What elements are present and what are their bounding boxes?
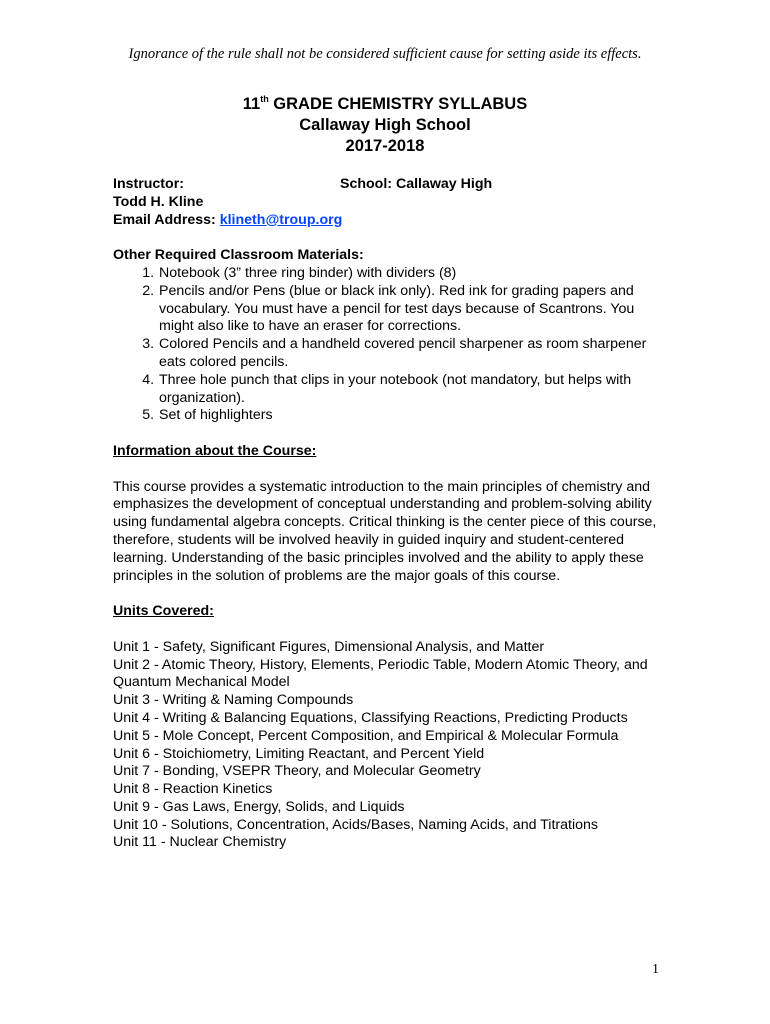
instructor-name: Todd H. Kline (113, 193, 204, 210)
unit-item: Unit 6 - Stoichiometry, Limiting Reactant, and Percent Yield (113, 745, 485, 762)
units-list (113, 639, 658, 853)
email-link[interactable]: klineth@troup.org (219, 211, 343, 228)
school-name: Callaway High School (299, 116, 471, 134)
syllabus-title (0, 94, 770, 115)
unit-item: Unit 9 - Gas Laws, Energy, Solids, and Liquids (113, 798, 405, 815)
unit-item: Unit 4 - Writing & Balancing Equations, Classifying Reactions, Predicting Products (113, 709, 628, 726)
instructor-row (113, 176, 658, 194)
course-info-heading: Information about the Course: (113, 442, 317, 459)
unit-item: Unit 7 - Bonding, VSEPR Theory, and Molecular Geometry (113, 763, 481, 780)
email-label: Email Address: (113, 211, 220, 228)
grade-ordinal: th (260, 94, 269, 104)
epigraph: Ignorance of the rule shall not be considered sufficient cause for setting aside its effects. (128, 46, 642, 62)
syllabus-title-text: GRADE CHEMISTRY SYLLABUS (268, 95, 528, 113)
materials-item: 3. Colored Pencils and a handheld covered pencil sharpener as room sharpener eats colored pencils. (158, 336, 658, 372)
unit-item: Unit 10 - Solutions, Concentration, Acids/Bases, Naming Acids, and Titrations (113, 816, 598, 833)
page-number: 1 (652, 962, 659, 977)
unit-item: Unit 2 - Atomic Theory, History, Elements, Periodic Table, Modern Atomic Theory, and Quantum Mechanical Model (113, 656, 648, 691)
unit-item: Unit 11 - Nuclear Chemistry (113, 834, 287, 851)
email-row (113, 212, 658, 230)
school-label: School: Callaway High (340, 176, 493, 192)
syllabus-body (113, 176, 658, 852)
units-heading: Units Covered: (113, 603, 214, 620)
school-year: 2017-2018 (345, 137, 425, 155)
materials-item: 1. Notebook (3” three ring binder) with dividers (8) (158, 265, 658, 283)
grade-number: 11 (242, 95, 261, 113)
materials-item: 4. Three hole punch that clips in your notebook (not mandatory, but helps with organization). (158, 372, 658, 408)
course-description: This course provides a systematic introduction to the main principles of chemistry and emphasizes the development of conceptual understanding and problem-solving ability using fundamental algebra concepts. Critical thinking is the center piece of this course, therefore, students will be involved heavily in guided inquiry and student-centered learning. Understanding of the basic principles involved and the ability to apply these principles in the solution of problems are the major goals of this course. (113, 478, 657, 584)
instructor-label: Instructor: (113, 176, 184, 192)
unit-item: Unit 8 - Reaction Kinetics (113, 781, 273, 798)
materials-heading: Other Required Classroom Materials: (113, 247, 364, 264)
unit-item: Unit 1 - Safety, Significant Figures, Dimensional Analysis, and Matter (113, 638, 545, 655)
materials-list (113, 265, 658, 425)
syllabus-title-block (0, 94, 770, 157)
materials-item: 5. Set of highlighters (158, 407, 658, 425)
unit-item: Unit 3 - Writing & Naming Compounds (113, 692, 354, 709)
unit-item: Unit 5 - Mole Concept, Percent Composition, and Empirical & Molecular Formula (113, 727, 619, 744)
materials-item: 2. Pencils and/or Pens (blue or black ink only). Red ink for grading papers and vocabulary. You must have a pencil for test days because of Scantrons. You might also like to have an eraser for corrections. (158, 283, 658, 336)
